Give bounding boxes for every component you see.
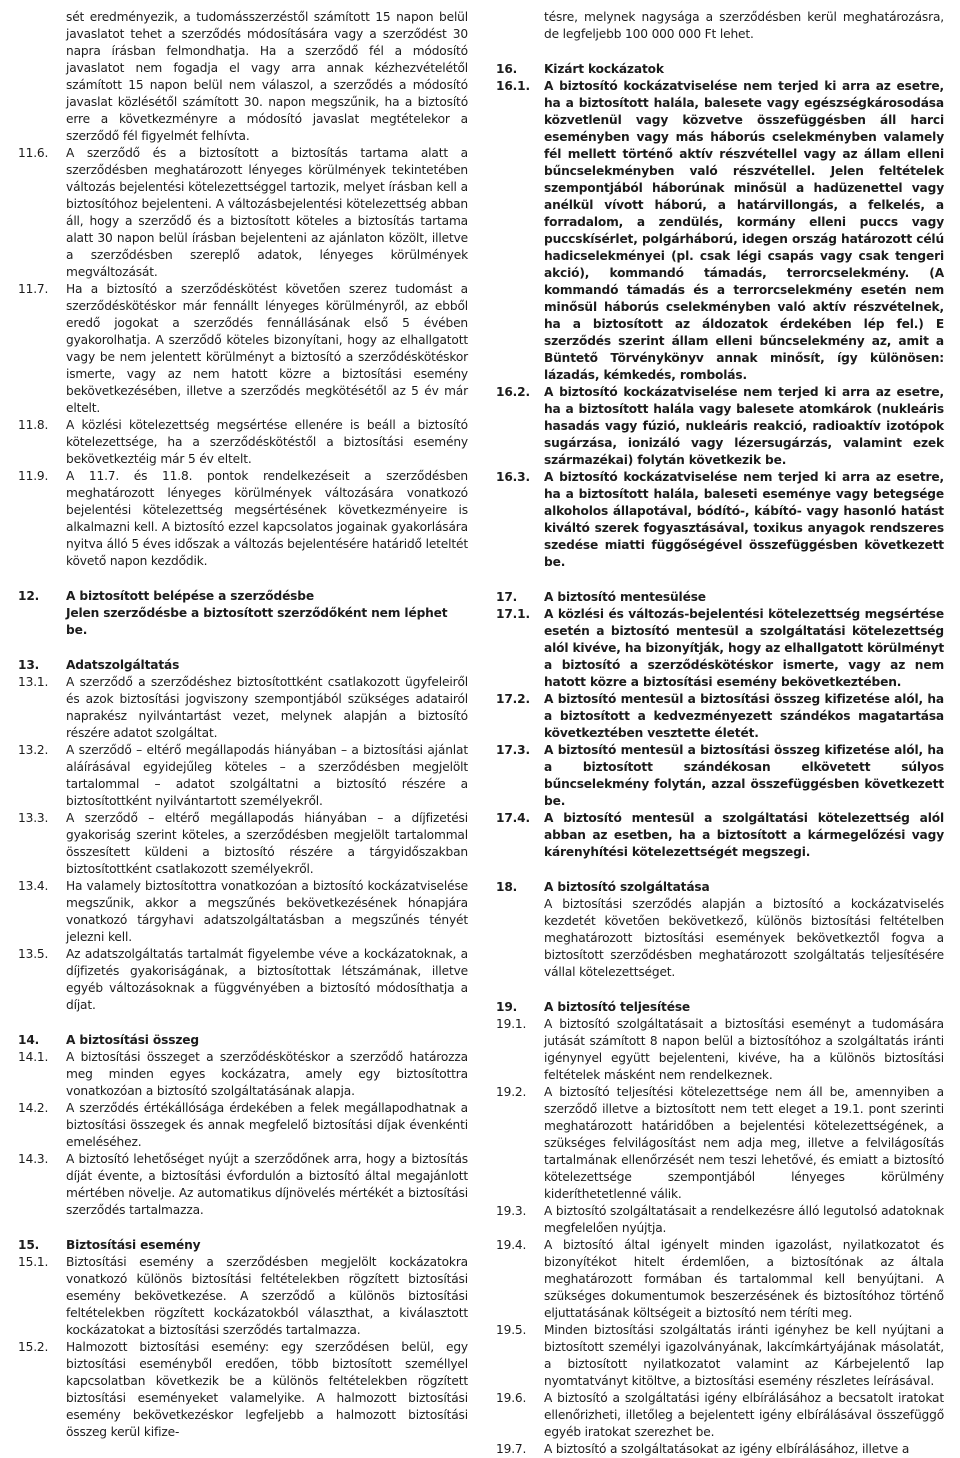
section-number: 13.5. [18,947,49,961]
heading-18 [496,879,944,896]
section-number: 19.3. [496,1204,527,1218]
section-text: A szerződő – eltérő megállapodás hiányában – a biztosítási ajánlat aláírásával egyidejűleg köteles – a szerződésben megjelölt tartalommal – adatot szolgáltatni a biztosító részére a biztosítottként nyilvántartott személyekről. [66,743,468,808]
section-number: 16.1. [496,79,530,93]
section-15-1 [18,1254,468,1339]
section-number: 14.1. [18,1050,49,1064]
section-19-6 [496,1390,944,1441]
heading-number: 12. [18,589,40,603]
section-text: A szerződő – eltérő megállapodás hiányában – a díjfizetési gyakoriság szerint köteles, a szerződésben megjelölt tartalommal összesített küldeni a biztosító részére a tárgyidőszakban biztosítottként csatlakozott személyekről. [66,811,468,876]
heading-title: A biztosító mentesülése [544,590,706,604]
heading-title: A biztosítási összeg [66,1033,199,1047]
heading-title: A biztosító teljesítése [544,1000,691,1014]
section-text: A szerződő és a biztosított a biztosítás tartama alatt a szerződésben meghatározott lényeges körülmények tekintetében változás bejelentési kötelezettséggel tartozik, melyet írásban kell a biztosítóhoz bejelenteni. A változásbejelentési kötelezettség abban áll, hogy a szerződő és a biztosított köteles a biztosítás tartama alatt 30 napon belül írásban bejelenteni az ajánlaton közölt, illetve a szerződésben szereplő adatok, lényeges körülmények megváltozását. [66,146,468,279]
section-13-4 [18,878,468,946]
section-number: 19.6. [496,1391,527,1405]
section-19-2 [496,1084,944,1203]
section-text: A biztosító teljesítési kötelezettsége nem áll be, amennyiben a szerződő illetve a biztosított nem tett eleget a 19.1. pont szerinti meghatározott határidőben a bejelentési kötelezettségének, a szükséges felvilágosítást nem adja meg, illetve a felvilágosítás tartalmának ellenőrzését nem teszi lehetővé, és emiatt a biztosító kötelezettsége szempontjából lényeges körülmény kideríthetetlenné válik. [544,1085,944,1201]
section-19-1 [496,1016,944,1084]
section-text: Az adatszolgáltatás tartalmát figyelembe véve a kockázatoknak, a díjfizetés gyakoriságának, a biztosítottak létszámának, illetve egyéb változásoknak a függvényében a biztosító módosíthatja a díjat. [66,947,468,1012]
heading-number: 18. [496,880,518,894]
section-13-1 [18,674,468,742]
section-text: A szerződő a szerződéshez biztosítottként csatlakozott ügyfeleiről és azok biztosítási jogviszony szempontjából szükséges adatairól naprakész nyilvántartást vezet, melynek alapján a biztosító részére adatot szolgáltat. [66,675,468,740]
section-text: A biztosító mentesül a biztosítási összeg kifizetése alól, ha a biztosított szándékosan elkövetett súlyos bűncselekmény folytán, azzal összefüggésben következett be. [544,743,944,808]
section-14-2 [18,1100,468,1151]
heading-16 [496,61,944,78]
section-number: 11.8. [18,418,49,432]
section-text: A biztosító a szolgáltatási igény elbírálásához a becsatolt iratokat ellenőrizheti, illetőleg a bejelentett igény elbírálásával összefüggő egyéb iratokat szerezhet be. [544,1391,944,1439]
section-text: Minden biztosítási szolgáltatás iránti igényhez be kell nyújtani a biztosított személyi igazolványának, lakcímkártyájának másolatát, a biztosított nyilatkozatot valamint az Kárbejelentő lap nyomtatványt kitöltve, a biztosítási esemény részletes leírásával. [544,1323,944,1388]
section-text: A közlési és változás-bejelentési kötelezettség megsértése esetén a biztosító mentesül a szolgáltatási kötelezettség alól kivéve, ha bizonyítják, hogy az elhallgatott körülményt a biztosító a szerződéskötéskor ismerte, vagy az nem hatott közre a biztosítási esemény bekövetkeztében. [544,607,944,689]
section-11-7 [18,281,468,417]
section-text: Biztosítási esemény a szerződésben megjelölt kockázatokra vonatkozó különös biztosítási feltételekben rögzített biztosítási esemény bekövetkezése. A szerződő a különös biztosítási feltételekben rögzített kockázatokból választhat, a kiválasztott kockázatokat a biztosítási szerződés tartalmazza. [66,1255,468,1337]
section-18-text: A biztosítási szerződés alapján a biztosító a kockázatviselés kezdetét követően bekövetkező, különös biztosítási feltételben meghatározott biztosítási események bekövetkeztől fogva a biztosított szerződésben meghatározott szolgáltatás teljesítésére vállal kötelezettséget. [544,897,944,979]
section-number: 17.2. [496,692,530,706]
heading-number: 13. [18,658,40,672]
section-number: 19.7. [496,1442,527,1456]
section-11-8 [18,417,468,468]
section-text: A biztosító szolgáltatásait a biztosítási eseményt a tudomására jutását számított 8 napon belül a biztosítóhoz a szolgáltatás iránti igénynyel együtt bejelenteni, kivéve, ha a különös biztosítási feltételek másként nem rendelkeznek. [544,1017,944,1082]
right-column [496,9,944,1458]
section-text: A biztosító mentesül a szolgáltatási kötelezettség alól abban az esetben, ha a biztosított a kármegelőzési vagy kárenyhítési kötelezettségét megszegi. [544,811,944,859]
section-text: A szerződés értékállósága érdekében a felek megállapodhatnak a biztosítási összegek és annak megfelelő biztosítási díjak évenkénti emeléséhez. [66,1101,468,1149]
section-19-7 [496,1441,944,1458]
section-number: 13.4. [18,879,49,893]
section-16-3 [496,469,944,571]
heading-13 [18,657,468,674]
section-14-1 [18,1049,468,1100]
section-number: 13.2. [18,743,49,757]
section-text: A biztosító a szolgáltatásokat az igény elbírálásához, illetve a [544,1442,910,1456]
heading-number: 19. [496,1000,518,1014]
section-text: A biztosító kockázatviselése nem terjed ki arra az esetre, ha a biztosított halála vagy balesete atomkárok (nukleáris hasadás vagy fúzió, nukleáris reakció, radioaktív izotópok sugárzása, ionizáló vagy lézersugárzás, valamint ezek származékai) folytán következik be. [544,385,944,467]
section-number: 11.7. [18,282,49,296]
heading-number: 16. [496,62,518,76]
section-number: 11.6. [18,146,49,160]
section-number: 19.1. [496,1017,527,1031]
section-number: 11.9. [18,469,49,483]
section-17-4 [496,810,944,861]
section-number: 17.3. [496,743,530,757]
section-16-1 [496,78,944,384]
section-number: 14.3. [18,1152,49,1166]
section-number: 15.2. [18,1340,49,1354]
section-text: A biztosító mentesül a biztosítási összeg kifizetése alól, ha a biztosított a kedvezményezett szándékos magatartása következtében vesztette életét. [544,692,944,740]
section-text: A közlési kötelezettség megsértése ellenére is beáll a biztosító kötelezettsége, ha a szerződéskötéstől a biztosítási esemény bekövetkeztéig már 5 év eltelt. [66,418,468,466]
heading-title: Kizárt kockázatok [544,62,664,76]
section-text: A biztosító kockázatviselése nem terjed ki arra az esetre, ha a biztosított halála, balesete vagy egészségkárosodása közvetlenül vagy közvetve összefüggésben áll harci eseményben vagy más háborús cselekményben valamely fél mellett történő aktív részvétellel vagy az állam elleni bűncselekményben való részvétellel. Jelen feltételek szempontjából háborúnak minősül a hadüzenettel vagy anélkül vívott háború, a határvillongás, a felkelés, a forradalom, a zendülés, kormány elleni puccs vagy puccskísérlet, polgárháború, idegen ország határozott célú hadicselekményei (pl. csak légi csapás vagy csak tengeri akció), kommandó támadás, terrorcselekmény. (A kommandó támadás és a terrorcselekmény esetén nem minősül háborús cselekményben való aktív részvételnek, ha a biztosított az áldozatok érdekében lép fel.) E szerződés szerint állam elleni bűncselekmény az, amit a Büntető Törvénykönyv annak minősít, így különösen: lázadás, kémkedés, rombolás. [544,79,944,382]
section-number: 13.3. [18,811,49,825]
section-text: Halmozott biztosítási esemény: egy szerződésen belül, egy biztosítási eseményből eredően, több biztosított személlyel kapcsolatban következik be a különös feltételekben rögzített biztosítási eseményeket valamelyike. A halmozott biztosítási esemény bekövetkezéskor legfeljebb a halmozott biztosítási összeg kerül kifize- [66,1340,468,1439]
section-14-3 [18,1151,468,1219]
section-text: A 11.7. és 11.8. pontok rendelkezéseit a szerződésben meghatározott lényeges körülmények változására vonatkozó bejelentési kötelezettség megsértésének következményeire is alkalmazni kell. A biztosító ezzel kapcsolatos jogainak gyakorlására nyitva álló 5 éves időszak a változás bejelentésére határidő leteltét követő napon kezdődik. [66,469,468,568]
section-text: A biztosító lehetőséget nyújt a szerződőnek arra, hogy a biztosítás díját évente, a biztosítási évfordulón a biztosító által megajánlott mértében növelje. Az automatikus díjnövelés mértékét a biztosítási szerződés tartalmazza. [66,1152,468,1217]
section-text: A biztosító által igényelt minden igazolást, nyilatkozatot és bizonyítékot hitelt érdemlően, a biztosítónak az általa meghatározott formában és tartalommal kell benyújtani. A szükséges dokumentumok beszerzésének és biztosítóhoz történő eljuttatásának költségeit a biztosító nem téríti meg. [544,1238,944,1320]
heading-number: 15. [18,1238,40,1252]
section-13-2 [18,742,468,810]
section-19-3 [496,1203,944,1237]
section-12-text: Jelen szerződésbe a biztosított szerződőként nem léphet be. [66,606,448,637]
section-19-4 [496,1237,944,1322]
section-text: A biztosítási összeget a szerződéskötéskor a szerződő határozza meg minden egyes kockázatra, amely egy biztosítottra vonatkozóan a biztosító szolgáltatásának alapja. [66,1050,468,1098]
heading-number: 17. [496,590,518,604]
section-16-2 [496,384,944,469]
heading-number: 14. [18,1033,40,1047]
section-number: 16.3. [496,470,530,484]
section-number: 17.4. [496,811,530,825]
section-17-2 [496,691,944,742]
section-19-5 [496,1322,944,1390]
heading-title: Adatszolgáltatás [66,658,180,672]
section-number: 15.1. [18,1255,49,1269]
section-11-6 [18,145,468,281]
heading-12 [18,588,468,605]
section-text: Ha a biztosító a szerződéskötést követően szerez tudomást a szerződéskötéskor már fennállt lényeges körülményről, az ebből eredő jogokat a szerződés fennállásának első 5 évében gyakorolhatja. A szerződő köteles bizonyítani, hogy az elhallgatott vagy be nem jelentett körülményt a biztosító a szerződéskötéskor ismerte, vagy az nem hatott közre a biztosítási esemény bekövetkezésében, illetve a szerződés megkötésétől az 5 év már eltelt. [66,282,468,415]
section-number: 13.1. [18,675,49,689]
paragraph-15-2-continuation: tésre, melynek nagysága a szerződésben kerül meghatározásra, de legfeljebb 100 000 000 Ft lehet. [544,10,944,41]
section-number: 19.2. [496,1085,527,1099]
section-11-9 [18,468,468,570]
heading-15 [18,1237,468,1254]
heading-title: A biztosító szolgáltatása [544,880,710,894]
section-17-3 [496,742,944,810]
heading-14 [18,1032,468,1049]
section-17-1 [496,606,944,691]
heading-17 [496,589,944,606]
section-13-3 [18,810,468,878]
section-number: 19.4. [496,1238,527,1252]
section-13-5 [18,946,468,1014]
section-text: A biztosító szolgáltatásait a rendelkezésre álló legutolsó adatoknak megfelelően nyújtja. [544,1204,944,1235]
heading-title: A biztosított belépése a szerződésbe [66,589,314,603]
section-text: A biztosító kockázatviselése nem terjed ki arra az esetre, ha a biztosított halála, baleseti eseménye vagy betegsége alkoholos állapotával, bódító-, kábító- vagy hasonló hatást kiváltó szerek fogyasztásával, toxikus anyagok rendszeres szedése miatti függőségével összefüggésben következett be. [544,470,944,569]
section-15-2 [18,1339,468,1441]
section-number: 14.2. [18,1101,49,1115]
section-number: 19.5. [496,1323,527,1337]
section-text: Ha valamely biztosítottra vonatkozóan a biztosító kockázatviselése megszűnik, akkor a megszűnés bekövetkezésének hónapjára vonatkozó tárgyhavi adatszolgáltatásban a megszűnés tényét jelezni kell. [66,879,468,944]
heading-title: Biztosítási esemény [66,1238,201,1252]
section-number: 17.1. [496,607,530,621]
heading-19 [496,999,944,1016]
paragraph-11-5-continuation: sét eredményezik, a tudomásszerzéstől számított 15 napon belül javaslatot tehet a szerződés módosítására vagy a szerződést 30 napra írásban felmondhatja. Ha a szerződő fél a módosító javaslatot nem fogadja el vagy arra annak kézhezvételétől számított 15 napon belül nem válaszol, a szerződés a módosító javaslat közlésétől számított 30. napon megszűnik, ha a biztosító erre a következményre a módosító javaslat megtételekor a szerződő fél figyelmét felhívta. [66,10,468,143]
section-number: 16.2. [496,385,530,399]
left-column [18,9,468,1441]
